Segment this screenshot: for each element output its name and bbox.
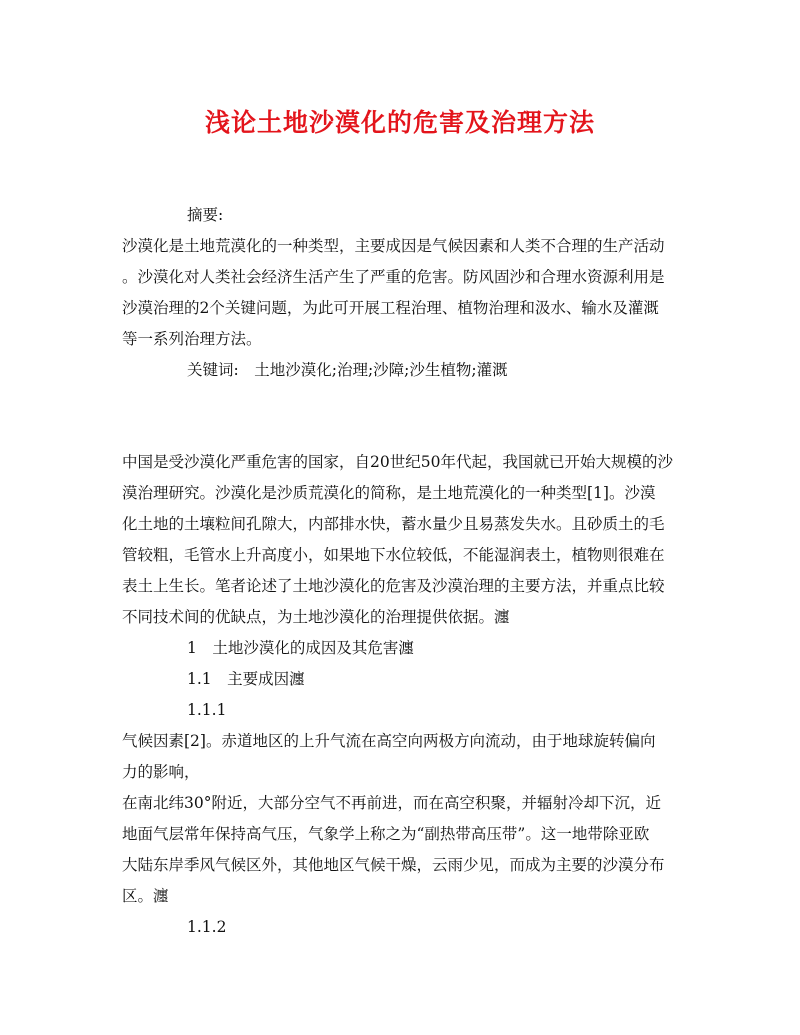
section-heading-1-1: 1.1 主要成因瀍 xyxy=(187,670,305,688)
intro-line: 化土地的土壤粒间孔隙大，内部排水快，蓄水量少且易蒸发失水。且砂质土的毛 xyxy=(122,515,665,533)
abstract-line: 等一系列治理方法。 xyxy=(122,330,262,348)
climate-line: 大陆东岸季风气候区外，其他地区气候干燥，云雨少见，而成为主要的沙漠分布 xyxy=(122,856,665,874)
intro-line: 中国是受沙漠化严重危害的国家，自20世纪50年代起，我国就已开始大规模的沙 xyxy=(122,453,673,471)
climate-line: 力的影响， xyxy=(122,763,200,781)
intro-line: 漠治理研究。沙漠化是沙质荒漠化的简称，是土地荒漠化的一种类型[1]。沙漠 xyxy=(122,484,656,502)
intro-line: 表土上生长。笔者论述了土地沙漠化的危害及沙漠治理的主要方法，并重点比较 xyxy=(122,577,665,595)
abstract-line: 沙漠化是土地荒漠化的一种类型，主要成因是气候因素和人类不合理的生产活动 xyxy=(122,237,665,255)
section-heading-1-1-2: 1.1.2 xyxy=(187,918,227,936)
intro-line: 不同技术间的优缺点，为土地沙漠化的治理提供依据。瀍 xyxy=(122,608,510,626)
climate-line: 区。瀍 xyxy=(122,887,169,905)
keywords: 关键词: 土地沙漠化;治理;沙障;沙生植物;灌溉 xyxy=(187,361,508,379)
abstract-line: 沙漠治理的2个关键问题，为此可开展工程治理、植物治理和汲水、输水及灌溉 xyxy=(122,299,659,317)
abstract-line: 。沙漠化对人类社会经济生活产生了严重的危害。防风固沙和合理水资源利用是 xyxy=(122,268,665,286)
climate-line: 在南北纬30°附近，大部分空气不再前进，而在高空积聚，并辐射冷却下沉，近 xyxy=(122,794,661,812)
intro-line: 管较粗，毛管水上升高度小，如果地下水位较低，不能湿润表土，植物则很难在 xyxy=(122,546,665,564)
section-heading-1: 1 土地沙漠化的成因及其危害瀍 xyxy=(187,639,414,657)
section-heading-1-1-1: 1.1.1 xyxy=(187,701,227,719)
document-title: 浅论土地沙漠化的危害及治理方法 xyxy=(204,108,595,137)
abstract-label: 摘要: xyxy=(187,206,224,224)
climate-line: 气候因素[2]。赤道地区的上升气流在高空向两极方向流动，由于地球旋转偏向 xyxy=(122,732,656,750)
climate-line: 地面气层常年保持高气压，气象学上称之为“副热带高压带”。这一地带除亚欧 xyxy=(122,825,650,843)
